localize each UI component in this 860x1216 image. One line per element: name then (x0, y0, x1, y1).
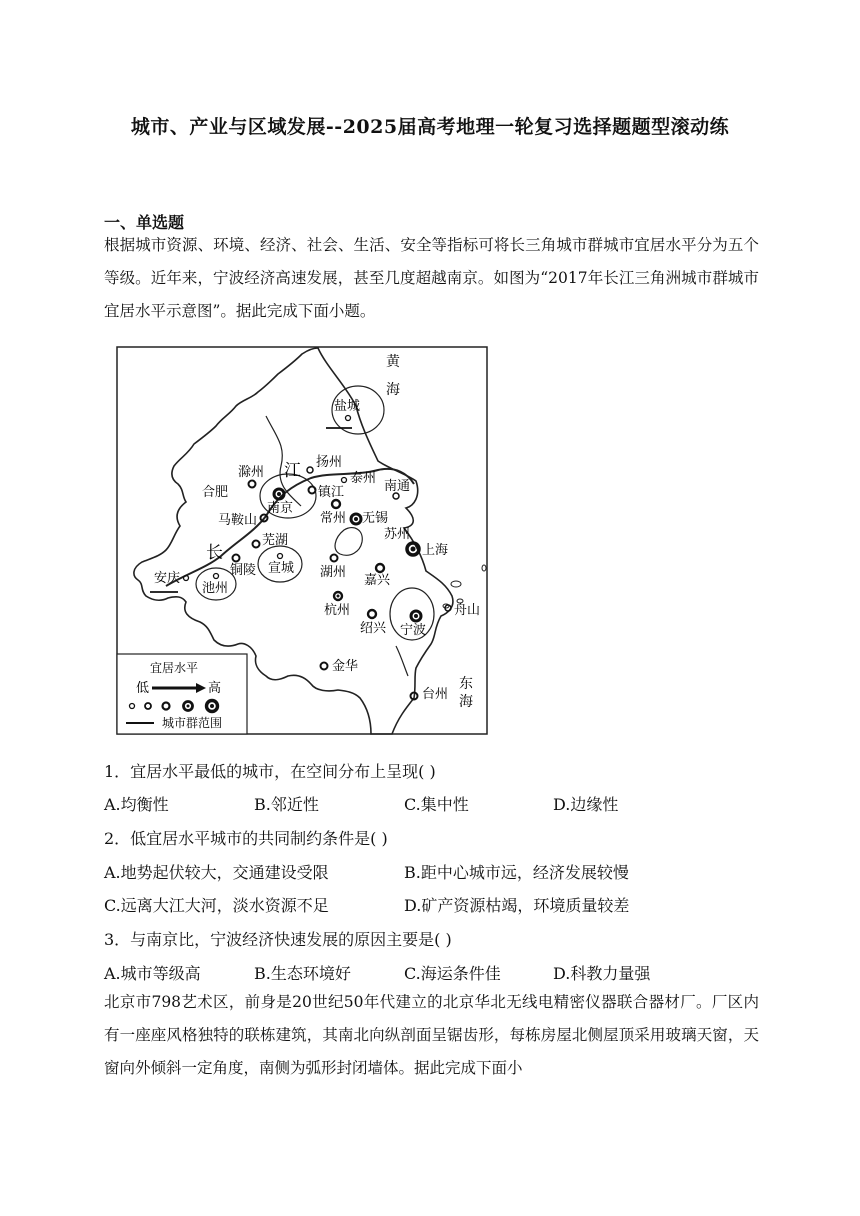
city-label-changzhou: 常州 (320, 511, 347, 526)
sea-label-hai-2: 海 (459, 694, 473, 710)
city-label-nantong: 南通 (384, 479, 411, 494)
city-label-yangzhou: 扬州 (316, 455, 343, 470)
city-label-suzhou: 苏州 (384, 527, 411, 542)
sea-label-hai-1: 海 (386, 382, 400, 398)
city-label-ningbo: 宁波 (400, 623, 427, 638)
question-2-option-d[interactable]: D.矿产资源枯竭，环境质量较差 (404, 896, 630, 915)
city-label-huzhou: 湖州 (320, 565, 347, 580)
second-paragraph: 北京市798艺术区，前身是20世纪50年代建立的北京华北无线电精密仪器联合器材厂。厂区内有一座座风格独特的联栋建筑，其南北向纵剖面呈锯齿形，每栋房屋北侧屋顶采用玻璃天窗，天窗向外倾斜一定角度，南侧为弧形封闭墙体。据此完成下面小 (104, 993, 759, 1077)
river-label-chang: 长 (206, 543, 223, 563)
city-label-wuxi: 无锡 (362, 511, 389, 526)
city-label-jiaxing: 嘉兴 (364, 573, 391, 588)
section-heading: 一、单选题 (104, 213, 185, 232)
legend-boundary: 城市群范围 (162, 716, 223, 730)
map-legend (117, 654, 247, 734)
city-label-hangzhou: 杭州 (324, 603, 351, 618)
question-1-option-c[interactable]: C.集中性 (404, 795, 469, 814)
city-label-chizhou: 池州 (202, 581, 229, 596)
question-3-option-c[interactable]: C.海运条件佳 (404, 964, 501, 983)
question-1-stem: 1．宜居水平最低的城市，在空间分布上呈现( ) (104, 762, 436, 781)
intro-paragraph: 根据城市资源、环境、经济、社会、生活、安全等指标可将长三角城市群城市宜居水平分为五个等级。近年来，宁波经济高速发展，甚至几度超越南京。如图为“2017年长江三角洲城市群城市宜居水平示意图”。据此完成下面小题。 (104, 236, 759, 320)
city-label-anqing: 安庆 (154, 571, 181, 586)
river-label-jiang: 江 (284, 461, 301, 481)
city-label-taizhou-js: 泰州 (350, 471, 377, 486)
city-label-hefei: 合肥 (202, 485, 229, 500)
document-title: 城市、产业与区域发展--2025届高考地理一轮复习选择题题型滚动练 (130, 116, 730, 138)
legend-low: 低 (136, 681, 150, 696)
question-1-option-b[interactable]: B.邻近性 (254, 795, 319, 814)
city-label-taizhou-zj: 台州 (422, 687, 449, 702)
legend-title: 宜居水平 (150, 661, 199, 675)
city-suzhou (384, 526, 410, 542)
city-label-yancheng: 盐城 (334, 399, 361, 414)
city-label-zhenjiang: 镇江 (318, 485, 345, 500)
city-label-zhoushan: 舟山 (454, 603, 481, 618)
question-3-option-b[interactable]: B.生态环境好 (254, 964, 351, 983)
city-label-wuhu: 芜湖 (262, 533, 289, 548)
city-label-tongling: 铜陵 (230, 563, 257, 578)
sea-label-dong: 东 (459, 676, 473, 692)
city-label-shaoxing: 绍兴 (360, 621, 387, 636)
city-label-chuzhou: 滁州 (238, 465, 265, 480)
question-3-option-d[interactable]: D.科教力量强 (553, 964, 651, 983)
question-3-option-a[interactable]: A.城市等级高 (104, 964, 201, 983)
question-1-option-d[interactable]: D.边缘性 (553, 795, 619, 814)
question-1-option-a[interactable]: A.均衡性 (104, 795, 169, 814)
question-2-option-a[interactable]: A.地势起伏较大，交通建设受限 (104, 863, 329, 882)
question-3-stem: 3．与南京比，宁波经济快速发展的原因主要是( ) (104, 930, 452, 949)
question-2-stem: 2．低宜居水平城市的共同制约条件是( ) (104, 829, 388, 848)
question-2-option-b[interactable]: B.距中心城市远，经济发展较慢 (404, 863, 629, 882)
city-label-xuancheng: 宣城 (268, 561, 295, 576)
city-wuxi (351, 511, 388, 526)
city-hefei (202, 485, 228, 500)
city-label-shanghai: 上海 (422, 543, 449, 558)
city-label-jinhua: 金华 (332, 659, 359, 674)
sea-label-huang: 黄 (386, 354, 400, 370)
question-2-option-c[interactable]: C.远离大江大河，淡水资源不足 (104, 896, 329, 915)
legend-high: 高 (208, 681, 222, 696)
yangtze-delta-map (116, 346, 488, 735)
city-label-maanshan: 马鞍山 (218, 513, 258, 528)
city-label-nanjing: 南京 (267, 501, 294, 516)
